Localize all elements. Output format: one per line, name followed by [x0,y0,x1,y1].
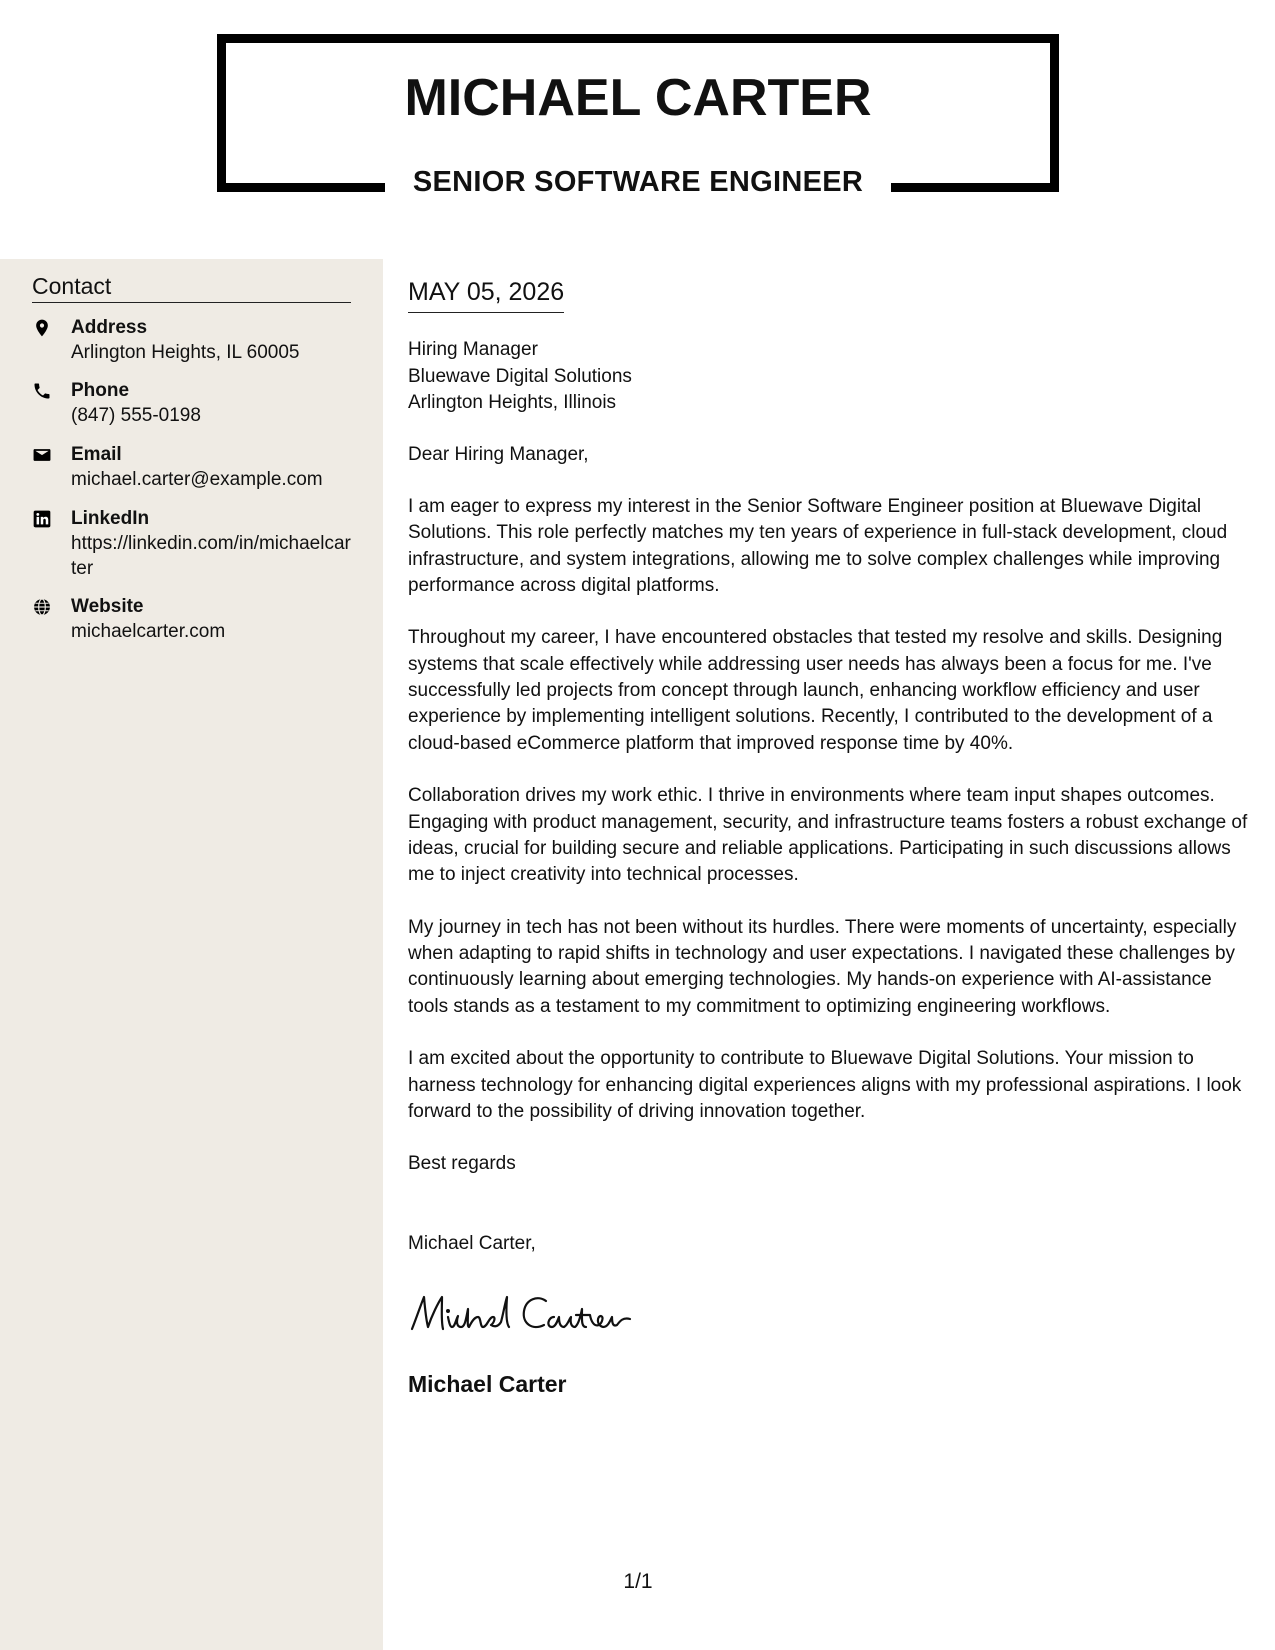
recipient-line: Arlington Heights, Illinois [408,392,617,413]
body-paragraph: Throughout my career, I have encountered obstacles that tested my resolve and skills. Designing systems that scale effectively while addressing user needs has always been a focus for me. I've successfully led projects from concept through launch, enhancing workflow efficiency and user experience by implementing intelligent solutions. Recently, I contributed to the development of a cloud-based eCommerce platform that improved response time by 40%. [408,627,1223,754]
applicant-name: MICHAEL CARTER [404,69,872,127]
body-paragraphs [408,494,1248,1151]
printed-name: Michael Carter [408,1371,567,1397]
contact-value[interactable]: https://linkedin.com/in/michaelcarter [71,533,351,579]
envelope-icon [32,445,54,467]
signoff-name: Michael Carter, [408,1233,536,1254]
contact-value: (847) 555-0198 [71,405,201,426]
recipient-line: Hiring Manager [408,339,538,360]
body-paragraph: My journey in tech has not been without its hurdles. There were moments of uncertainty, especially when adapting to rapid shifts in technology and user expectations. I navigated these challenges by continuously learning about emerging technologies. My hands-on experience with AI-assistance tools stands as a testament to my commitment to optimizing engineering workflows. [408,916,1237,1017]
letter-date: MAY 05, 2026 [408,277,564,313]
globe-icon [32,597,54,619]
contact-heading: Contact [32,273,351,303]
header-frame [217,34,1059,198]
contact-label: Website [71,596,144,617]
contact-label: Phone [71,380,130,401]
recipient-block [408,337,632,417]
contact-value[interactable]: michael.carter@example.com [71,469,323,490]
recipient-line: Bluewave Digital Solutions [408,365,632,387]
closing: Best regards [408,1153,516,1174]
contact-label: LinkedIn [71,508,150,529]
contact-sidebar [0,259,383,1650]
handwritten-signature [408,1289,648,1339]
salutation: Dear Hiring Manager, [408,444,589,465]
linkedin-icon [32,509,54,531]
frame-top-border [217,34,1059,43]
contact-label: Address [71,317,148,338]
location-pin-icon [32,318,54,340]
body-paragraph: I am excited about the opportunity to contribute to Bluewave Digital Solutions. Your mission to harness technology for enhancing digital experiences aligns with my professional aspirations. I look forward to the possibility of driving innovation together. [408,1048,1242,1122]
job-title: SENIOR SOFTWARE ENGINEER [412,166,864,198]
body-paragraph: I am eager to express my interest in the Senior Software Engineer position at Bluewave Digital Solutions. This role perfectly matches my ten years of experience in full-stack development, cloud infrastructure, and system integrations, allowing me to solve complex challenges while improving performance across digital platforms. [408,496,1228,596]
contact-value: Arlington Heights, IL 60005 [71,342,300,363]
page-number: 1/1 [623,1570,653,1593]
phone-icon [32,381,54,403]
contact-value[interactable]: michaelcarter.com [71,621,226,642]
contact-label: Email [71,444,122,465]
body-paragraph: Collaboration drives my work ethic. I thrive in environments where team input shapes outcomes. Engaging with product management, security, and infrastructure teams fosters a robust exchange of ideas, crucial for building secure and reliable applications. Participating in such discussions allows me to inject creativity into technical processes. [408,785,1248,886]
